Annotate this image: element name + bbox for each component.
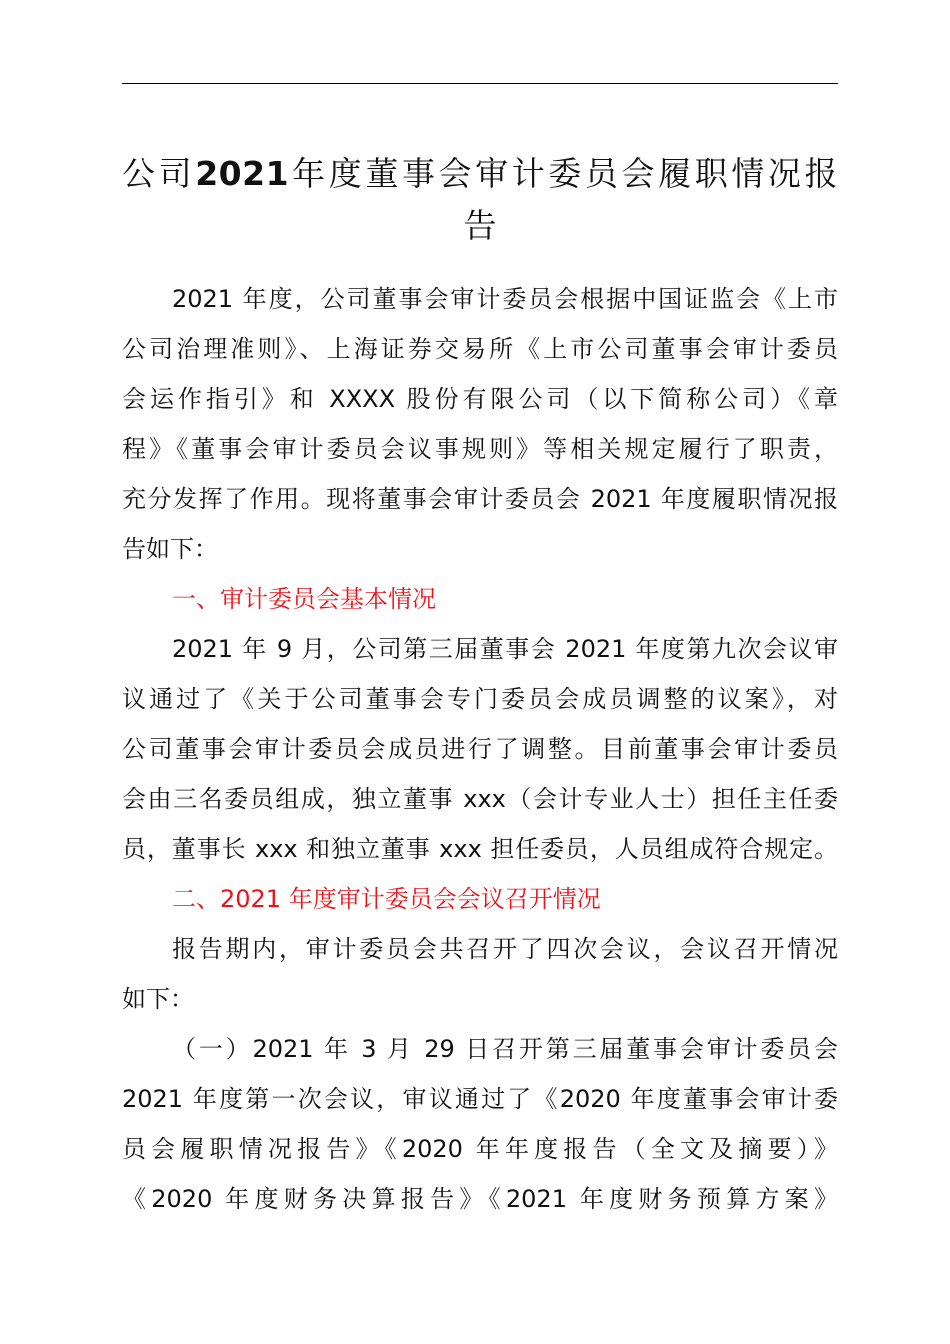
header-rule bbox=[122, 83, 838, 84]
paragraph-line: （一）2021 年 3 月 29 日召开第三届董事会审计委员会 bbox=[172, 1035, 838, 1063]
section-heading: 一、审计委员会基本情况 bbox=[172, 585, 436, 613]
paragraph-line: 会运作指引》和 XXXX 股份有限公司（以下简称公司）《章 bbox=[122, 385, 838, 413]
paragraph-line: 报告期内，审计委员会共召开了四次会议，会议召开情况 bbox=[172, 935, 838, 963]
paragraph-line: 如下： bbox=[122, 985, 194, 1013]
paragraph-line: 告如下： bbox=[122, 535, 218, 563]
paragraph-line: 程》《董事会审计委员会议事规则》等相关规定履行了职责， bbox=[122, 435, 838, 463]
paragraph-line: 会由三名委员组成，独立董事 xxx（会计专业人士）担任主任委 bbox=[122, 785, 838, 813]
title-rest: 年度董事会审计委员会履职情况报 bbox=[289, 154, 839, 193]
paragraph-line: 公司董事会审计委员会成员进行了调整。目前董事会审计委员 bbox=[122, 735, 838, 763]
document-title bbox=[122, 148, 838, 200]
paragraph-line: 2021 年度第一次会议，审议通过了《2020 年度董事会审计委 bbox=[122, 1085, 838, 1113]
title-prefix: 公司 bbox=[122, 154, 196, 193]
paragraph-line: 2021 年度，公司董事会审计委员会根据中国证监会《上市 bbox=[172, 285, 838, 313]
paragraph-line: 员，董事长 xxx 和独立董事 xxx 担任委员，人员组成符合规定。 bbox=[122, 835, 838, 863]
paragraph-line: 2021 年 9 月，公司第三届董事会 2021 年度第九次会议审 bbox=[172, 635, 838, 663]
paragraph-line: 公司治理准则》、上海证券交易所《上市公司董事会审计委员 bbox=[122, 335, 838, 363]
paragraph-line: 员会履职情况报告》《2020 年年度报告（全文及摘要）》 bbox=[122, 1135, 838, 1163]
paragraph-line: 《2020 年度财务决算报告》《2021 年度财务预算方案》 bbox=[122, 1185, 838, 1213]
document-title-line-2: 告 bbox=[463, 206, 497, 245]
paragraph-line: 充分发挥了作用。现将董事会审计委员会 2021 年度履职情况报 bbox=[122, 485, 838, 513]
title-year: 2021 bbox=[195, 154, 290, 193]
section-heading: 二、2021 年度审计委员会会议召开情况 bbox=[172, 885, 601, 913]
paragraph-line: 议通过了《关于公司董事会专门委员会成员调整的议案》，对 bbox=[122, 685, 838, 713]
